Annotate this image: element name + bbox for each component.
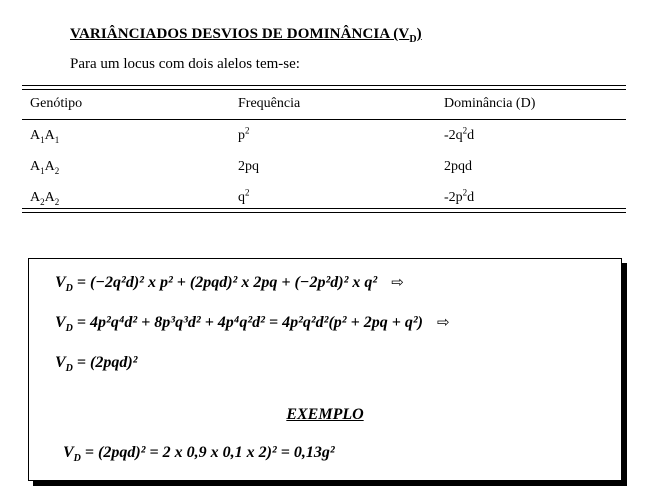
- frequency-cell: $p^2$: [238, 125, 250, 143]
- genotype-cell: $A_2A_2$: [30, 190, 60, 207]
- intro-text: Para um locus com dois alelos tem-se:: [70, 56, 300, 72]
- section-title: VARIÂNCIADOS DESVIOS DE DOMINÂNCIA $(V_D)$: [70, 26, 422, 45]
- header-genotype: Genótipo: [30, 96, 83, 111]
- equation-example: $V_D = (2pqd)^2 = 2$ x 0,9 x 0,1 x 2)² = 0,13g²: [63, 444, 335, 465]
- equation-2: $V_D = 4p^2q^4d^2 + 8p^3q^3d^2 + 4p^4q^2d^2 = 4p^2q^2d^2(p^2 + 2pq + q^2)$ ⇨: [55, 314, 450, 335]
- table-rule-header: [22, 119, 626, 120]
- table-row: [30, 125, 620, 150]
- genotype-cell: $A_1A_1$: [30, 128, 60, 145]
- table-rule-top-2: [22, 89, 626, 90]
- table-header-row: [30, 96, 620, 118]
- table-row: [30, 159, 620, 181]
- frequency-cell: $q^2$: [238, 187, 250, 205]
- frequency-cell: 2pq: [238, 159, 259, 174]
- arrow-icon: ⇨: [391, 275, 404, 291]
- arrow-icon: ⇨: [436, 315, 450, 331]
- equation-3: $V_D = (2pqd)^2$: [55, 354, 138, 375]
- dominance-cell: $-2q^2d$: [444, 125, 475, 143]
- table-rule-bottom: [22, 208, 626, 209]
- header-dominance: Dominância (D): [444, 96, 536, 111]
- dominance-cell: 2pqd: [444, 159, 472, 174]
- example-label: EXEMPLO: [286, 406, 364, 423]
- equation-1: $V_D = (-2q^2d)^2$ x p² + (2pqd)² x 2pq + (−2p²d)² x q² ⇨: [55, 274, 404, 295]
- table-rule-bottom-2: [22, 212, 626, 213]
- formula-box: [28, 258, 622, 481]
- table-rule-top: [22, 85, 626, 86]
- header-frequency: Frequência: [238, 96, 301, 111]
- genotype-cell: $A_1A_2$: [30, 159, 60, 176]
- dominance-cell: $-2p^2d$: [444, 187, 475, 205]
